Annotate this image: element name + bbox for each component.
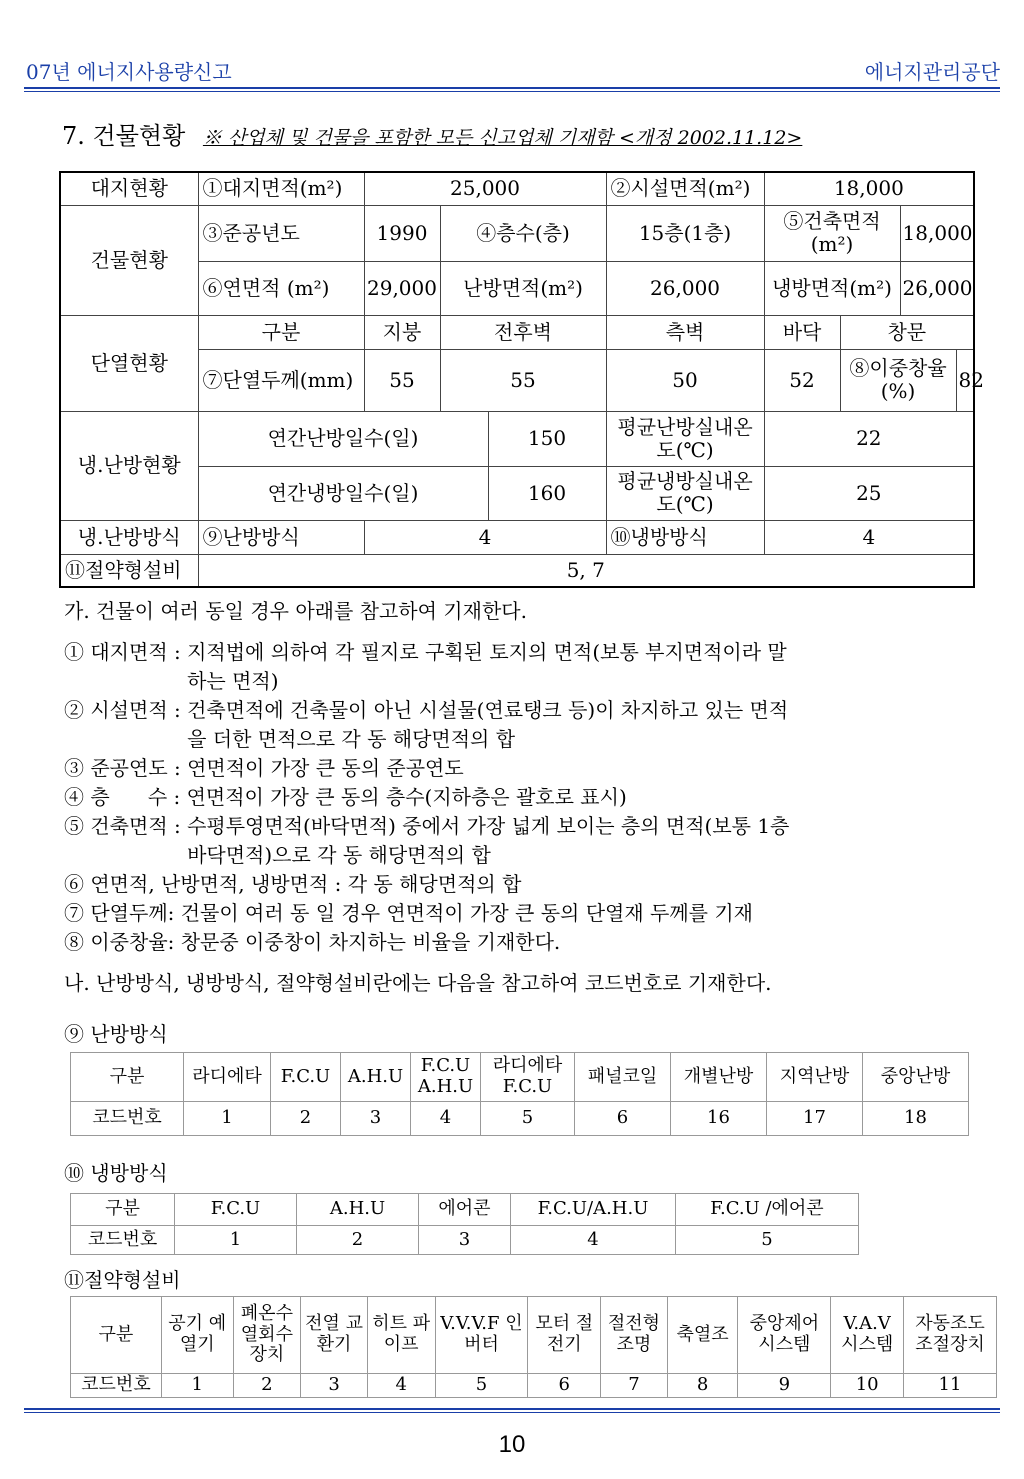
facility-area-label: ②시설면적(m²): [606, 172, 764, 205]
heating-code-number: 18: [863, 1102, 969, 1136]
avg-cooling-temp-label: 평균냉방실내온도(℃): [606, 466, 764, 520]
note-6: ⑥ 연면적, 난방면적, 냉방면적 : 각 동 해당면적의 합: [64, 872, 522, 896]
heating-code-name: 라디에타 F.C.U: [481, 1053, 575, 1102]
insulation-header-window: 창문: [840, 315, 974, 349]
saving-code-number: 4: [367, 1374, 435, 1398]
cooling-code-name: A.H.U: [297, 1194, 419, 1226]
saving-code-number: 8: [667, 1374, 738, 1398]
heating-area-label: 난방면적(m²): [440, 261, 606, 315]
cooling-area-value: 26,000: [900, 261, 974, 315]
heating-code-name: F.C.U A.H.U: [411, 1053, 481, 1102]
avg-heating-temp-label: 평균난방실내온도(℃): [606, 411, 764, 466]
completion-year-label: ③준공년도: [198, 205, 364, 261]
heating-code-name: 지역난방: [767, 1053, 863, 1102]
cooling-codes-table: [70, 1193, 859, 1255]
saving-code-number: 10: [831, 1374, 904, 1398]
saving-code-name: 자동조도 조절장치: [904, 1297, 997, 1374]
insulation-front-back-wall-value: 55: [440, 349, 606, 411]
building-row-label: 건물현황: [60, 205, 198, 315]
annual-heating-days-label: 연간난방일수(일): [198, 411, 488, 466]
hvac-row-label: 냉.난방현황: [60, 411, 198, 520]
note-2-key: ② 시설면적 :: [64, 698, 188, 722]
saving-codes-name-row: [71, 1297, 997, 1374]
heating-area-value: 26,000: [606, 261, 764, 315]
insulation-floor-value: 52: [764, 349, 840, 411]
floors-value: 15층(1층): [606, 205, 764, 261]
saving-equipment-label: ⑪절약형설비: [60, 554, 198, 587]
avg-cooling-temp-value: 25: [764, 466, 974, 520]
insulation-row-label: 단열현황: [60, 315, 198, 411]
saving-code-name: 히트 파이프: [367, 1297, 435, 1374]
note-5-key: ⑤ 건축면적 :: [64, 814, 188, 838]
saving-codes-table: [70, 1296, 997, 1398]
heating-code-number: 17: [767, 1102, 863, 1136]
saving-code-name: 폐온수 열회수 장치: [233, 1297, 301, 1374]
annual-cooling-days-value: 160: [488, 466, 606, 520]
cooling-code-name: F.C.U: [175, 1194, 297, 1226]
insulation-header-roof: 지붕: [364, 315, 440, 349]
avg-heating-temp-value: 22: [764, 411, 974, 466]
heating-codes-table: [70, 1052, 969, 1136]
saving-codes-code-row: [71, 1374, 997, 1398]
land-area-value: 25,000: [364, 172, 606, 205]
cooling-code-name: F.C.U/A.H.U: [511, 1194, 676, 1226]
note-1-line-1: 지적법에 의하여 각 필지로 구획된 토지의 면적(보통 부지면적이라 말: [187, 640, 787, 664]
heating-code-name: F.C.U: [271, 1053, 341, 1102]
cooling-codes-code-label: 코드번호: [71, 1226, 175, 1255]
note-4: ④ 층 수 : 연면적이 가장 큰 동의 층수(지하층은 괄호로 표시): [64, 785, 627, 809]
note-2-line-2: 을 더한 면적으로 각 동 해당면적의 합: [187, 727, 516, 751]
saving-code-number: 6: [528, 1374, 601, 1398]
insulation-thickness-label: ⑦단열두께(mm): [198, 349, 364, 411]
cooling-codes-title: ⑩ 냉방방식: [64, 1161, 168, 1185]
note-1-line-2: 하는 면적): [187, 669, 279, 693]
building-status-table: [59, 171, 984, 588]
heating-codes-header: 구분: [71, 1053, 184, 1102]
site-row-label: 대지현황: [60, 172, 198, 205]
cooling-code-number: 1: [175, 1226, 297, 1255]
heating-code-number: 4: [411, 1102, 481, 1136]
saving-code-name: 절전형 조명: [601, 1297, 668, 1374]
building-area-value: 18,000: [900, 205, 974, 261]
insulation-header-front-back-wall: 전후벽: [440, 315, 606, 349]
annual-heating-days-value: 150: [488, 411, 606, 466]
heating-code-number: 3: [341, 1102, 411, 1136]
note-intro: 가. 건물이 여러 동일 경우 아래를 참고하여 기재한다.: [64, 599, 527, 623]
completion-year-value: 1990: [364, 205, 440, 261]
insulation-side-wall-value: 50: [606, 349, 764, 411]
saving-code-name: 축열조: [667, 1297, 738, 1374]
note-5-line-1: 수평투영면적(바닥면적) 중에서 가장 넓게 보이는 층의 면적(보통 1층: [187, 814, 790, 838]
saving-code-number: 5: [435, 1374, 528, 1398]
double-window-ratio-label: ⑧이중창율(%): [840, 349, 956, 411]
method-row-label: 냉.난방방식: [60, 520, 198, 554]
heating-codes-name-row: [71, 1053, 969, 1102]
facility-area-value: 18,000: [764, 172, 974, 205]
heating-code-name: 라디에타: [184, 1053, 271, 1102]
note-8: ⑧ 이중창율: 창문중 이중창이 차지하는 비율을 기재한다.: [64, 930, 561, 954]
saving-code-name: V.A.V 시스템: [831, 1297, 904, 1374]
note-5-line-2: 바닥면적)으로 각 동 해당면적의 합: [187, 843, 491, 867]
cooling-code-number: 4: [511, 1226, 676, 1255]
building-area-label: ⑤건축면적(m²): [764, 205, 900, 261]
heating-code-name: 개별난방: [671, 1053, 767, 1102]
heating-code-name: 중앙난방: [863, 1053, 969, 1102]
section-note: ※ 산업체 및 건물을 포함한 모든 신고업체 기재함 <개정 2002.11.12>: [202, 127, 803, 149]
heating-code-number: 16: [671, 1102, 767, 1136]
heating-code-name: A.H.U: [341, 1053, 411, 1102]
heating-code-number: 5: [481, 1102, 575, 1136]
heating-code-number: 2: [271, 1102, 341, 1136]
saving-code-number: 3: [301, 1374, 368, 1398]
heating-method-value: 4: [364, 520, 606, 554]
land-area-label: ①대지면적(m²): [198, 172, 364, 205]
cooling-codes-header: 구분: [71, 1194, 175, 1226]
header-organization: 에너지관리공단: [864, 60, 1000, 84]
saving-code-number: 9: [738, 1374, 831, 1398]
saving-codes-code-label: 코드번호: [71, 1374, 162, 1398]
instructions: [64, 597, 974, 998]
cooling-code-number: 2: [297, 1226, 419, 1255]
total-floor-area-value: 29,000: [364, 261, 440, 315]
cooling-code-name: 에어콘: [419, 1194, 511, 1226]
header-report-title: 07년 에너지사용량신고: [26, 60, 232, 84]
heating-code-number: 1: [184, 1102, 271, 1136]
total-floor-area-label: ⑥연면적 (m²): [198, 261, 364, 315]
cooling-codes-code-row: [71, 1226, 859, 1255]
note-3: ③ 준공연도 : 연면적이 가장 큰 동의 준공연도: [64, 756, 464, 780]
cooling-code-number: 3: [419, 1226, 511, 1255]
heating-code-number: 6: [575, 1102, 671, 1136]
note-5: [64, 812, 974, 870]
saving-codes-title: ⑪절약형설비: [64, 1268, 181, 1292]
cooling-code-name: F.C.U /에어콘: [676, 1194, 859, 1226]
section-heading: 7. 건물현황: [62, 122, 186, 150]
saving-code-name: 전열 교환기: [301, 1297, 368, 1374]
insulation-roof-value: 55: [364, 349, 440, 411]
note-7: ⑦ 단열두께: 건물이 여러 동 일 경우 연면적이 가장 큰 동의 단열재 두께를 기재: [64, 901, 753, 925]
header-rule: [24, 87, 1000, 92]
heating-codes-code-label: 코드번호: [71, 1102, 184, 1136]
page-number: 10: [498, 1431, 526, 1458]
saving-code-name: 중앙제어 시스템: [738, 1297, 831, 1374]
saving-equipment-value: 5, 7: [198, 554, 974, 587]
saving-code-number: 2: [233, 1374, 301, 1398]
heating-codes-code-row: [71, 1102, 969, 1136]
page-header: [26, 56, 1000, 86]
saving-code-number: 7: [601, 1374, 668, 1398]
floors-label: ④층수(층): [440, 205, 606, 261]
cooling-codes-name-row: [71, 1194, 859, 1226]
insulation-header-category: 구분: [198, 315, 364, 349]
note-1-key: ① 대지면적 :: [64, 640, 188, 664]
insulation-header-floor: 바닥: [764, 315, 840, 349]
note-2-line-1: 건축면적에 건축물이 아닌 시설물(연료탱크 등)이 차지하고 있는 면적: [187, 698, 789, 722]
cooling-method-value: 4: [764, 520, 974, 554]
saving-code-name: 공기 예열기: [161, 1297, 233, 1374]
heating-code-name: 패널코일: [575, 1053, 671, 1102]
section-title: [62, 116, 802, 151]
note-1: [64, 638, 974, 696]
note-intro-2: 나. 난방방식, 냉방방식, 절약형설비란에는 다음을 참고하여 코드번호로 기재한다.: [64, 971, 772, 995]
cooling-area-label: 냉방면적(m²): [764, 261, 900, 315]
note-2: [64, 696, 974, 754]
cooling-method-label: ⑩냉방방식: [606, 520, 764, 554]
insulation-header-side-wall: 측벽: [606, 315, 764, 349]
footer-rule: [24, 1408, 1000, 1413]
annual-cooling-days-label: 연간냉방일수(일): [198, 466, 488, 520]
heating-method-label: ⑨난방방식: [198, 520, 364, 554]
heating-codes-title: ⑨ 난방방식: [64, 1022, 168, 1046]
cooling-code-number: 5: [676, 1226, 859, 1255]
double-window-ratio-value: 82: [956, 349, 974, 411]
saving-code-name: 모터 절전기: [528, 1297, 601, 1374]
saving-code-name: V.V.V.F 인버터: [435, 1297, 528, 1374]
saving-code-number: 1: [161, 1374, 233, 1398]
saving-codes-header: 구분: [71, 1297, 162, 1374]
saving-code-number: 11: [904, 1374, 997, 1398]
